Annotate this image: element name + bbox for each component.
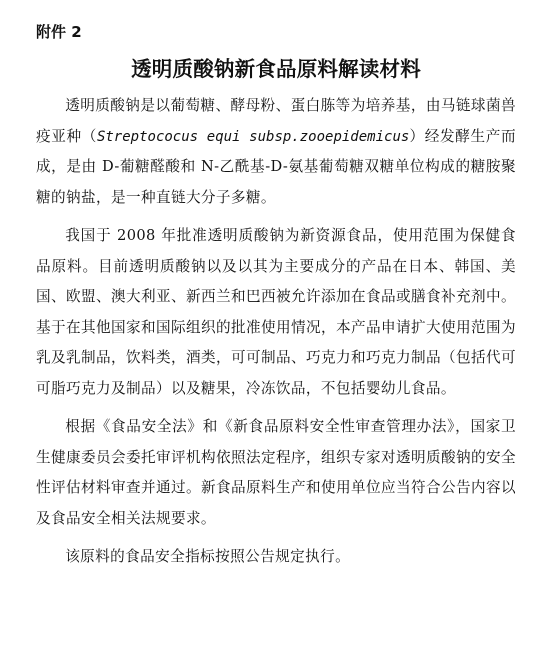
paragraph-description-lead: 透明质酸钠是以葡萄糖、酵母粉、蛋白胨等为培养基，由马链球菌兽疫亚种（ xyxy=(36,97,516,145)
paragraph-approval-history: 我国于 2008 年批准透明质酸钠为新资源食品，使用范围为保健食品原料。目前透明质酸钠以及以其为主要成分的产品在日本、韩国、美国、欧盟、澳大利亚、新西兰和巴西被允许添加在食品或膳食补充剂中。基于在其他国家和国际组织的批准使用情况，本产品申请扩大使用范围为乳及乳制品，饮料类，酒类，可可制品、巧克力和巧克力制品（包括代可可脂巧克力及制品）以及糖果，冷冻饮品，不包括婴幼儿食品。 xyxy=(36,227,516,397)
paragraph-description-rest: ）经发酵生产而成，是由 D-葡糖醛酸和 N-乙酰基-D-氨基葡萄糖双糖单位构成的糖胺聚糖的钠盐，是一种直链大分子多糖。 xyxy=(36,127,516,206)
document-title: 透明质酸钠新食品原料解读材料 xyxy=(131,57,421,81)
species-latin-name: Streptococus equi subsp.zooepidemicus xyxy=(96,128,410,145)
attachment-label: 附件 2 xyxy=(36,23,82,41)
paragraph-legal-basis: 根据《食品安全法》和《新食品原料安全性审查管理办法》，国家卫生健康委员会委托审评机构依照法定程序，组织专家对透明质酸钠的安全性评估材料审查并通过。新食品原料生产和使用单位应当符合公告内容以及食品安全相关法规要求。 xyxy=(36,418,516,527)
paragraph-safety-indicators: 该原料的食品安全指标按照公告规定执行。 xyxy=(65,548,351,565)
paragraph-description xyxy=(36,91,516,213)
